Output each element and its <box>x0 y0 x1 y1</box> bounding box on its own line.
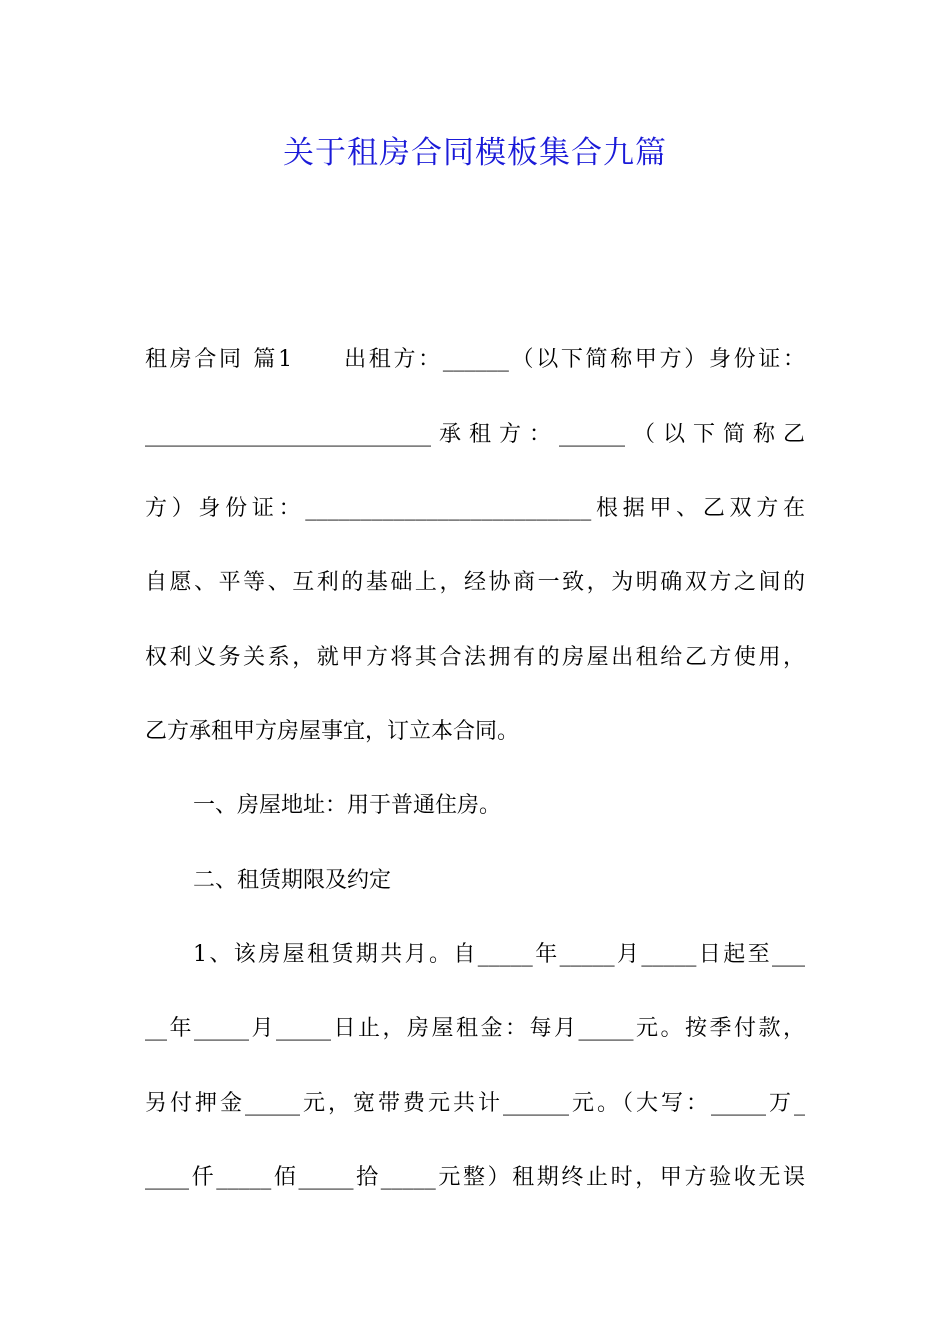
document-title: 关于租房合同模板集合九篇 <box>283 135 667 171</box>
text-line-6: 乙方承租甲方房屋事宜，订立本合同。 <box>145 719 520 744</box>
text-line-9: 1、该房屋租赁期共月。自_____年_____月_____日起至___ <box>193 942 805 967</box>
text-line-1: 租房合同 篇1 出租方：______（以下简称甲方）身份证： <box>145 347 805 372</box>
text-line-12: ____仟_____佰_____拾_____元整）租期终止时，甲方验收无误 <box>145 1165 805 1190</box>
text-line-11: 另付押金_____元，宽带费元共计______元。（大写：_____万_ <box>145 1091 805 1116</box>
section-heading-1: 一、房屋地址：用于普通住房。 <box>193 793 502 818</box>
section-heading-2: 二、租赁期限及约定 <box>193 868 392 893</box>
text-line-4: 自愿、平等、互利的基础上，经协商一致，为明确双方之间的 <box>145 570 805 595</box>
text-line-2: __________________________承租方：______（以下简称乙 <box>145 422 805 447</box>
text-line-3: 方）身份证：__________________________根据甲、乙双方在 <box>145 496 805 521</box>
text-line-10: __年_____月_____日止，房屋租金：每月_____元。按季付款， <box>145 1016 805 1041</box>
text-line-5: 权利义务关系，就甲方将其合法拥有的房屋出租给乙方使用， <box>145 645 805 670</box>
